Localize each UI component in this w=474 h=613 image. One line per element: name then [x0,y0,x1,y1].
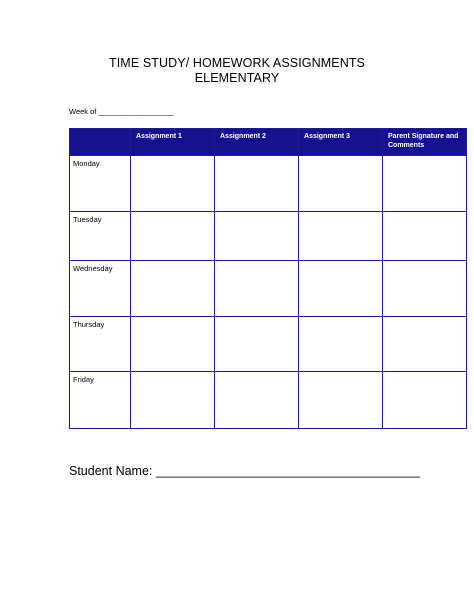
wednesday-parent-signature-cell[interactable] [383,261,467,317]
header-corner-cell [70,129,131,156]
wednesday-assignment-1-cell[interactable] [131,261,215,317]
week-of-field[interactable]: Week of __________________ [69,107,174,116]
tuesday-assignment-3-cell[interactable] [299,212,383,261]
table-row [70,156,467,212]
friday-assignment-1-cell[interactable] [131,372,215,429]
document-title: TIME STUDY/ HOMEWORK ASSIGNMENTS [109,56,365,70]
header-parent-signature: Parent Signature and Comments [383,129,467,156]
student-name-field[interactable]: Student Name: ______________________________________ [69,464,421,478]
day-label-wednesday: Wednesday [70,261,131,317]
monday-parent-signature-cell[interactable] [383,156,467,212]
day-label-monday: Monday [70,156,131,212]
thursday-assignment-1-cell[interactable] [131,317,215,372]
header-assignment-3: Assignment 3 [299,129,383,156]
day-label-friday: Friday [70,372,131,429]
table-row [70,317,467,372]
thursday-parent-signature-cell[interactable] [383,317,467,372]
wednesday-assignment-2-cell[interactable] [215,261,299,317]
homework-schedule-table [69,128,467,429]
table-row [70,261,467,317]
friday-assignment-2-cell[interactable] [215,372,299,429]
friday-parent-signature-cell[interactable] [383,372,467,429]
day-label-tuesday: Tuesday [70,212,131,261]
wednesday-assignment-3-cell[interactable] [299,261,383,317]
monday-assignment-3-cell[interactable] [299,156,383,212]
header-assignment-1: Assignment 1 [131,129,215,156]
thursday-assignment-3-cell[interactable] [299,317,383,372]
table-header-row [70,129,467,156]
table-row [70,212,467,261]
tuesday-parent-signature-cell[interactable] [383,212,467,261]
tuesday-assignment-2-cell[interactable] [215,212,299,261]
friday-assignment-3-cell[interactable] [299,372,383,429]
monday-assignment-2-cell[interactable] [215,156,299,212]
thursday-assignment-2-cell[interactable] [215,317,299,372]
day-label-thursday: Thursday [70,317,131,372]
monday-assignment-1-cell[interactable] [131,156,215,212]
tuesday-assignment-1-cell[interactable] [131,212,215,261]
table-row [70,372,467,429]
header-assignment-2: Assignment 2 [215,129,299,156]
document-subtitle: ELEMENTARY [194,71,280,85]
